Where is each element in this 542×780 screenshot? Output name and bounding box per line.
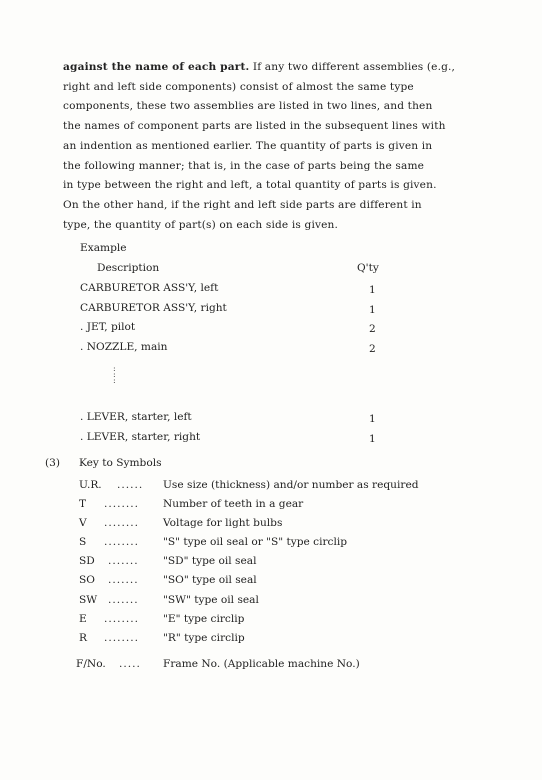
intro-line-8: type, the quantity of part(s) on each side is given. (63, 218, 339, 231)
symbol-desc: "E" type circlip (163, 613, 245, 625)
intro-line-0 (63, 58, 483, 78)
intro-line-0-text: If any two different assemblies (e.g., (252, 61, 456, 73)
symbol-desc: Voltage for light bulbs (163, 517, 283, 529)
section-title: Key to Symbols (79, 457, 162, 469)
symbol-desc: Number of teeth in a gear (163, 498, 304, 510)
symbol-abbr: R (79, 632, 87, 644)
symbol-leader: ....... (108, 574, 139, 586)
symbol-abbr: V (79, 517, 87, 529)
intro-line-7: On the other hand, if the right and left side parts are different in (63, 198, 422, 211)
example-row-qty: 1 (369, 304, 376, 316)
example-row-desc: CARBURETOR ASS'Y, left (80, 282, 219, 294)
example-row-qty: 2 (369, 343, 376, 355)
symbol-desc: Use size (thickness) and/or number as required (163, 479, 419, 491)
symbol-abbr: SW (79, 594, 98, 606)
symbol-desc: "SW" type oil seal (163, 594, 259, 606)
symbol-leader: ....... (108, 594, 139, 606)
example-row-desc: . LEVER, starter, right (80, 431, 201, 443)
symbol-abbr: U.R. (79, 479, 102, 491)
intro-line-6: in type between the right and left, a total quantity of parts is given. (63, 179, 437, 192)
symbol-leader: ........ (104, 632, 139, 644)
intro-paragraph (63, 58, 483, 235)
symbol-abbr: SO (79, 574, 95, 586)
intro-line-3: the names of component parts are listed in the subsequent lines with (63, 120, 446, 133)
intro-line-5: the following manner; that is, in the case of parts being the same (63, 159, 425, 172)
symbol-abbr: T (79, 498, 87, 510)
symbol-leader: ........ (104, 498, 139, 510)
symbol-abbr: SD (79, 555, 95, 567)
symbol-leader: ...... (117, 479, 144, 491)
symbol-abbr: F/No. (76, 658, 106, 670)
symbol-desc: "SD" type oil seal (163, 555, 257, 567)
symbol-leader: ........ (104, 613, 139, 625)
symbol-leader: ..... (119, 658, 141, 670)
symbol-desc: "SO" type oil seal (163, 574, 257, 586)
example-row-qty: 1 (369, 284, 376, 296)
symbol-desc: "S" type oil seal or "S" type circlip (163, 536, 348, 548)
section-number: (3) (45, 457, 61, 469)
example-row-qty: 1 (369, 433, 376, 445)
example-row-desc: . NOZZLE, main (80, 341, 168, 353)
intro-lead: against the name of each part. (63, 61, 250, 73)
intro-line-4: an indention as mentioned earlier. The quantity of parts is given in (63, 139, 433, 152)
symbol-leader: ........ (104, 517, 139, 529)
intro-line-2: components, these two assemblies are listed in two lines, and then (63, 100, 433, 113)
example-row-desc: . JET, pilot (80, 321, 136, 333)
example-col-description: Description (97, 262, 160, 274)
example-row-qty: 2 (369, 323, 376, 335)
example-row-qty: 1 (369, 413, 376, 425)
example-col-qty: Q'ty (357, 262, 379, 274)
intro-line-1: right and left side components) consist of almost the same type (63, 80, 414, 93)
symbol-abbr: S (79, 536, 87, 548)
symbol-leader: ....... (108, 555, 139, 567)
symbol-desc: Frame No. (Applicable machine No.) (163, 658, 360, 670)
symbol-desc: "R" type circlip (163, 632, 245, 644)
example-row-desc: . LEVER, starter, left (80, 411, 192, 423)
example-row-desc: CARBURETOR ASS'Y, right (80, 302, 227, 314)
example-ellipsis: : : : (113, 364, 116, 385)
example-title: Example (80, 242, 127, 254)
symbol-leader: ........ (104, 536, 139, 548)
symbol-abbr: E (79, 613, 87, 625)
